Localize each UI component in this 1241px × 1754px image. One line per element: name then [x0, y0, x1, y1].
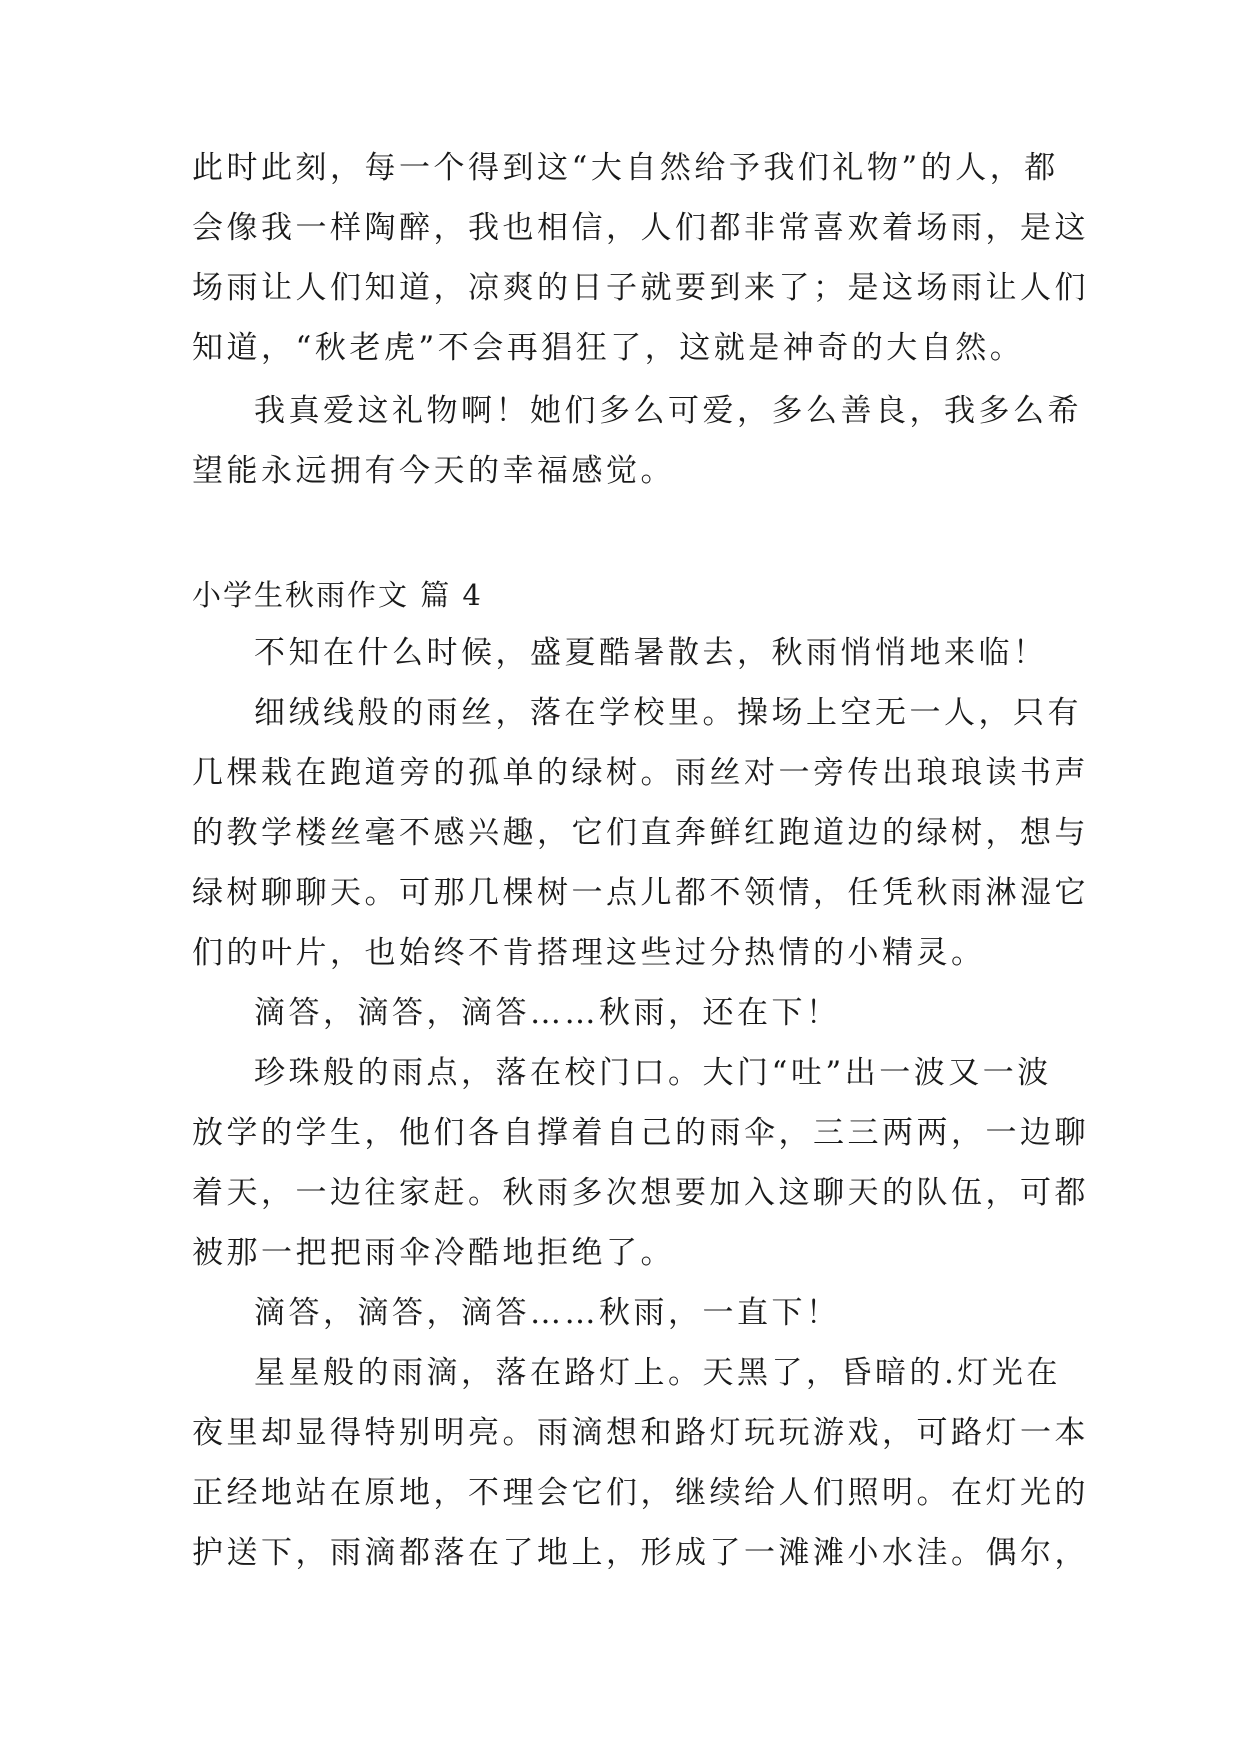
paragraph-line: 珍珠般的雨点，落在校门口。大门“吐”出一波又一波	[254, 1055, 1052, 1091]
paragraph-line: 滴答，滴答，滴答……秋雨，一直下！	[254, 1295, 841, 1331]
paragraph-line: 不知在什么时候，盛夏酷暑散去，秋雨悄悄地来临！	[254, 635, 1048, 671]
paragraph-line: 的教学楼丝毫不感兴趣，它们直奔鲜红跑道边的绿树，想与	[192, 815, 1089, 851]
paragraph-line: 星星般的雨滴，落在路灯上。天黑了，昏暗的.灯光在	[254, 1355, 1061, 1391]
paragraph-line: 夜里却显得特别明亮。雨滴想和路灯玩玩游戏，可路灯一本	[192, 1415, 1089, 1451]
paragraph-line: 几棵栽在跑道旁的孤单的绿树。雨丝对一旁传出琅琅读书声	[192, 755, 1089, 791]
paragraph-line: 着天，一边往家赶。秋雨多次想要加入这聊天的队伍，可都	[192, 1175, 1089, 1211]
paragraph-line: 们的叶片，也始终不肯搭理这些过分热情的小精灵。	[192, 935, 986, 971]
paragraph-line: 此时此刻，每一个得到这“大自然给予我们礼物”的人，都	[192, 150, 1059, 186]
paragraph-line: 护送下，雨滴都落在了地上，形成了一滩滩小水洼。偶尔，	[192, 1535, 1089, 1571]
paragraph-line: 会像我一样陶醉，我也相信，人们都非常喜欢着场雨，是这	[192, 210, 1089, 246]
paragraph-line: 绿树聊聊天。可那几棵树一点儿都不领情，任凭秋雨淋湿它	[192, 875, 1089, 911]
paragraph-line: 我真爱这礼物啊！她们多么可爱，多么善良，我多么希	[254, 393, 1082, 429]
paragraph-line: 正经地站在原地，不理会它们，继续给人们照明。在灯光的	[192, 1475, 1089, 1511]
paragraph-line: 望能永远拥有今天的幸福感觉。	[192, 453, 675, 489]
paragraph-line: 知道，“秋老虎”不会再猖狂了，这就是神奇的大自然。	[192, 330, 1025, 366]
paragraph-line: 滴答，滴答，滴答……秋雨，还在下！	[254, 995, 841, 1031]
paragraph-line: 场雨让人们知道，凉爽的日子就要到来了；是这场雨让人们	[192, 270, 1089, 306]
paragraph-line: 被那一把把雨伞冷酷地拒绝了。	[192, 1235, 675, 1271]
paragraph-line: 细绒线般的雨丝，落在学校里。操场上空无一人，只有	[254, 695, 1082, 731]
paragraph-line: 放学的学生，他们各自撑着自己的雨伞，三三两两，一边聊	[192, 1115, 1089, 1151]
section-heading: 小学生秋雨作文 篇 4	[192, 578, 483, 612]
